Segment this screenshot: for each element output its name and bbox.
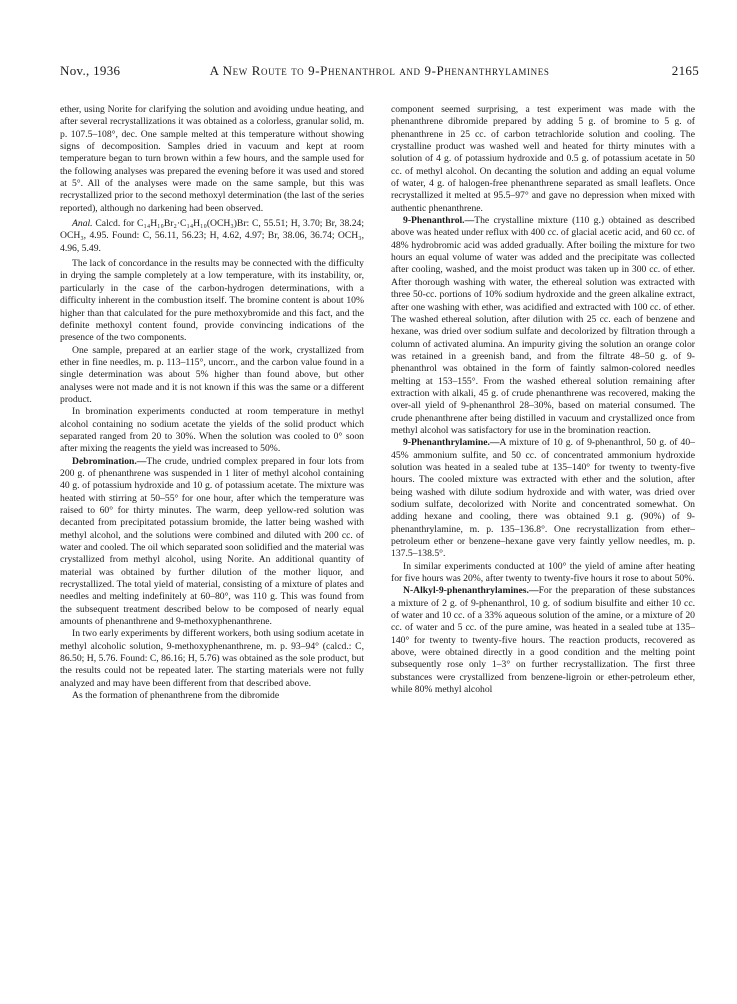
section-heading: Debromination.—: [72, 455, 147, 467]
paragraph: In similar experiments conducted at 100° the yield of amine after heating for five hours was 20%, after twenty to twenty-five hours it rose to about 50%.: [391, 560, 695, 585]
analysis-paragraph: Anal. Calcd. for C₁₄H₁₀Br₂·C₁₄H₁₀(OCH₃)Br: C, 55.51; H, 3.70; Br, 38.24; OCH₃, 4.95. Found: C, 56.11, 56.23; H, 4.62, 4.97; Br, 38.06, 36.74; OCH₃, 4.96, 5.49.: [60, 218, 364, 254]
paragraph: In bromination experiments conducted at room temperature in methyl alcohol containing no sodium acetate the yields of the solid product which separated ranged from 20 to 30%. When the solution was cooled to 0° soon after mixing the reagents the yield was increased to 50%.: [60, 406, 364, 455]
right-column: [391, 104, 695, 697]
section-9-phenanthrol: 9-Phenanthrol.—The crystalline mixture (110 g.) obtained as described above was heated under reflux with 400 cc. of glacial acetic acid, and 60 cc. of 48% hydrobromic acid was added gradually. After boiling the mixture for two hours an equal volume of water was added and the precipitate was collected after cooling, washed, and the moist product was taken up in 300 cc. of ether. After thorough washing with water, the ethereal solution was extracted with three 50-cc. portions of 10% sodium hydroxide and the green alkaline extract, after one washing with ether, was acidified and extracted with 100 cc. of ether. The washed ethereal solution, after dilution with 25 cc. each of benzene and hexane, was dried over sodium sulfate and decolorized by filtration through a column of activated alumina. An impurity giving the solution an orange color was retained in a greenish band, and from the filtrate 48–50 g. of 9-phenanthrol was obtained in the form of faintly salmon-colored needles melting at 153–155°. From the washed ethereal solution remaining after extraction with alkali, 45 g. of crude phenanthrene was recovered, making the over-all yield of 9-phenanthrol 28–30%, based on material consumed. The crude phenanthrene after being distilled in vacuum and crystallized once from methyl alcohol was satisfactory for use in the bromination reaction.: [391, 215, 695, 436]
section-heading: N-Alkyl-9-phenanthrylamines.—: [403, 585, 539, 597]
section-n-alkyl: N-Alkyl-9-phenanthrylamines.—For the preparation of these substances a mixture of 2 g. of 9-phenanthrol, 10 g. of sodium bisulfite and either 10 cc. of water and 10 cc. of a 33% aqueous solution of the amine, or a mixture of 20 cc. of water and 5 cc. of the pure amine, was heated in a sealed tube at 135–140° for twenty to twenty-five hours. The reaction products, recovered as above, were obtained directly in a good condition and the melting point subsequently rose only 1–3° on further recrystallization. The first three substances were crystallized from benzene-ligroin or ether-petroleum ether, while 80% methyl alcohol: [391, 585, 695, 696]
section-heading: 9-Phenanthrol.—: [403, 215, 475, 227]
running-header: [60, 63, 699, 83]
paragraph: As the formation of phenanthrene from the dibromide: [72, 690, 280, 702]
analysis-lead: Anal.: [72, 218, 93, 230]
paragraph: ether, using Norite for clarifying the solution and avoiding undue heating, and after several recrystallizations it was obtained as a colorless, granular solid, m. p. 107.5–108°, dec. One sample melted at this temperature without showing signs of decomposition. Samples dried in vacuum and kept at room temperature began to turn brown within a few hours, and the sample used for the following analyses was prepared the evening before it was used and stored at 5°. All of the analyses were made on the same sample, but this was recrystallized prior to the second methoxyl determination (the last of the series reported), although no darkening had been observed.: [60, 104, 364, 214]
paragraph: In two early experiments by different workers, both using sodium acetate in methyl alcoholic solution, 9-methoxyphenanthrene, m. p. 93–94° (calcd.: C, 86.50; H, 5.76. Found: C, 86.16; H, 5.76) was obtained as the sole product, but the results could not be repeated later. The starting materials were not fully analyzed and may have been different from that described above.: [60, 628, 364, 689]
section-heading: 9-Phenanthrylamine.—: [403, 437, 500, 449]
header-title: A New Route to 9-Phenanthrol and 9-Phenanthrylamines: [209, 63, 550, 78]
paragraph: The lack of concordance in the results may be connected with the difficulty in drying the sample completely at a low temperature, with its instability, or, particularly in the case of the carbon-hydrogen determinations, with a difficulty inherent in the combustion itself. The bromine content is about 10% higher than that calculated for the pure methoxybromide and this fact, and the definite methoxyl content found, provide convincing indications of the presence of the two components.: [60, 258, 364, 344]
left-column: [60, 104, 364, 703]
section-debromination: Debromination.—The crude, undried complex prepared in four lots from 200 g. of phenanthrene was suspended in 1 liter of methyl alcohol containing 40 g. of potassium hydroxide and 10 g. of potassium acetate. The mixture was heated with stirring at 50–55° for one hour, after which the temperature was raised to 60° for thirty minutes. The warm, deep yellow-red solution was decanted from precipitated potassium bromide, the latter being washed with methyl alcohol, and the solutions were combined and diluted with 200 cc. of water and cooled. The oil which separated soon solidified and the material was crystallized from methyl alcohol, using Norite. An additional quantity of material was obtained by further dilution of the mother liquor, and recrystallized. The total yield of material, consisting of a mixture of plates and needles and melting indefinitely at 60–80°, was 110 g. This was found from the subsequent treatment described below to be composed of nearly equal amounts of phenanthrene and 9-methoxyphenanthrene.: [60, 455, 364, 628]
paragraph: One sample, prepared at an earlier stage of the work, crystallized from ether in fine needles, m. p. 113–115°, uncorr., and the carbon value found in a single determination was about 5% higher than found above, but other analyses were not made and it is not known if this was the same or a different product.: [60, 344, 364, 405]
paragraph: component seemed surprising, a test experiment was made with the phenanthrene dibromide prepared by adding 5 g. of bromine to 5 g. of phenanthrene in 25 cc. of carbon tetrachloride solution and cooling. The crystalline product was washed well and heated for thirty minutes with a solution of 4 g. of potassium hydroxide and 0.5 g. of potassium acetate in 50 cc. of methyl alcohol. On decanting the solution and adding an equal volume of water, 4 g. of halogen-free phenanthrene separated as small leaflets. Once recrystallized it melted at 95.5–97° and gave no depression when mixed with authentic phenanthrene.: [391, 104, 695, 214]
section-9-phenanthrylamine: 9-Phenanthrylamine.—A mixture of 10 g. of 9-phenanthrol, 50 g. of 40–45% ammonium sulfite, and 50 cc. of concentrated ammonium hydroxide solution was heated in a sealed tube at 135–140° for twenty to twenty-five hours. The cooled mixture was extracted with ether and the solution, after being washed with dilute sodium hydroxide and with water, was dried over sodium sulfate, decolorized with Norite and concentrated somewhat. On adding hexane and cooling, there was obtained 9.1 g. (90%) of 9-phenanthrylamine, m. p. 135–136.8°. One recrystallization from ether–petroleum ether or benzene–hexane gave very faintly yellow needles, m. p. 137.5–138.5°.: [391, 437, 695, 560]
header-date: Nov., 1936: [60, 63, 121, 78]
page-number: 2165: [671, 63, 699, 78]
